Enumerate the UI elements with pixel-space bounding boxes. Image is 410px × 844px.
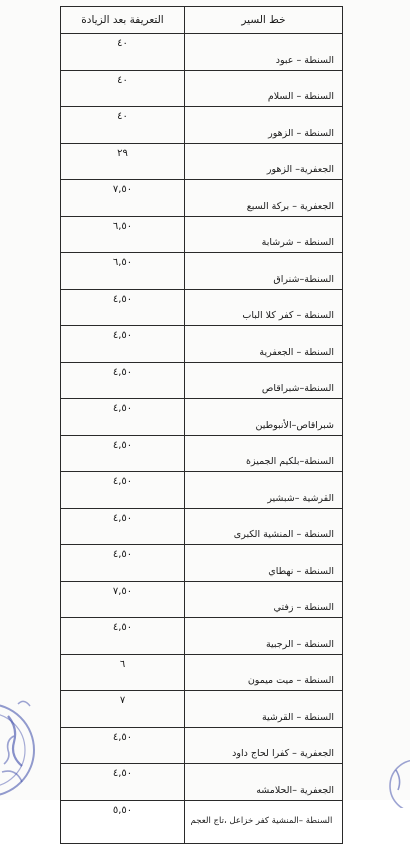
route-cell: الجعفرية – بركة السبع: [185, 180, 343, 217]
fare-cell: ٤,٥٠: [61, 727, 185, 764]
table-row: [61, 180, 343, 217]
route-cell: القرشية –شبشير: [185, 472, 343, 509]
fare-cell: ٤٠: [61, 70, 185, 107]
route-cell: السنطة – القرشية: [185, 691, 343, 728]
table-row: [61, 764, 343, 801]
table-row: [61, 70, 343, 107]
table-row: [61, 691, 343, 728]
table-row: [61, 399, 343, 436]
fare-cell: ٧,٥٠: [61, 581, 185, 618]
fare-cell: ٦,٥٠: [61, 216, 185, 253]
table-row: [61, 435, 343, 472]
table-row: [61, 253, 343, 290]
route-cell: السنطة – شرشابة: [185, 216, 343, 253]
route-cell: الجعفرية– الزهور: [185, 143, 343, 180]
fare-cell: ٦,٥٠: [61, 253, 185, 290]
fare-cell: ٤,٥٠: [61, 508, 185, 545]
route-cell: السنطة–شبراقاص: [185, 362, 343, 399]
fare-cell: ٤,٥٠: [61, 399, 185, 436]
route-cell: السنطة – زفتي: [185, 581, 343, 618]
table-row: [61, 289, 343, 326]
fare-cell: ٤,٥٠: [61, 764, 185, 801]
fare-cell: ٤,٥٠: [61, 618, 185, 655]
route-column-header: خط السير: [185, 7, 343, 34]
official-stamp-left: [0, 676, 44, 816]
route-cell: السنطة – الزهور: [185, 107, 343, 144]
official-stamp-right: [386, 748, 410, 808]
route-cell: الجعفرية – كفرا لحاج داود: [185, 727, 343, 764]
table-row: [61, 216, 343, 253]
route-cell: شبراقاص–الأنبوطين: [185, 399, 343, 436]
route-cell: السنطة – كفر كلا الباب: [185, 289, 343, 326]
table-row: [61, 34, 343, 71]
fare-cell: ٧,٥٠: [61, 180, 185, 217]
route-cell: السنطة – الرجبية: [185, 618, 343, 655]
fare-table: [60, 6, 343, 844]
table-row: [61, 618, 343, 655]
route-cell: السنطة – عبود: [185, 34, 343, 71]
route-cell: السنطة–شنراق: [185, 253, 343, 290]
fare-cell: ٢٩: [61, 143, 185, 180]
route-cell: الجعفرية –الحلامشه: [185, 764, 343, 801]
route-cell: السنطة–بلكيم الجميزة: [185, 435, 343, 472]
route-cell: السنطة – نهطاي: [185, 545, 343, 582]
table-row: [61, 581, 343, 618]
fare-cell: ٥,٥٠: [61, 800, 185, 843]
fare-column-header: التعريفة بعد الزيادة: [61, 7, 185, 34]
table-row: [61, 727, 343, 764]
fare-cell: ٦: [61, 654, 185, 691]
fare-cell: ٤,٥٠: [61, 472, 185, 509]
table-row: [61, 800, 343, 843]
fare-cell: ٤,٥٠: [61, 545, 185, 582]
table-row: [61, 545, 343, 582]
table-row: [61, 654, 343, 691]
table-row: [61, 472, 343, 509]
route-cell: السنطة – الجعفرية: [185, 326, 343, 363]
route-cell: السنطة – ميت ميمون: [185, 654, 343, 691]
table-row: [61, 143, 343, 180]
table-row: [61, 508, 343, 545]
route-cell: السنطة – السلام: [185, 70, 343, 107]
table-row: [61, 326, 343, 363]
fare-cell: ٤,٥٠: [61, 362, 185, 399]
fare-cell: ٤,٥٠: [61, 435, 185, 472]
table-row: [61, 362, 343, 399]
route-cell: السنطة –المنشية كفر خزاعل ،تاج العجم: [185, 800, 343, 843]
fare-cell: ٤,٥٠: [61, 326, 185, 363]
fare-cell: ٤٠: [61, 107, 185, 144]
table-row: [61, 107, 343, 144]
table-header-row: [61, 7, 343, 34]
fare-cell: ٧: [61, 691, 185, 728]
fare-cell: ٤٠: [61, 34, 185, 71]
fare-cell: ٤,٥٠: [61, 289, 185, 326]
route-cell: السنطة – المنشية الكبرى: [185, 508, 343, 545]
